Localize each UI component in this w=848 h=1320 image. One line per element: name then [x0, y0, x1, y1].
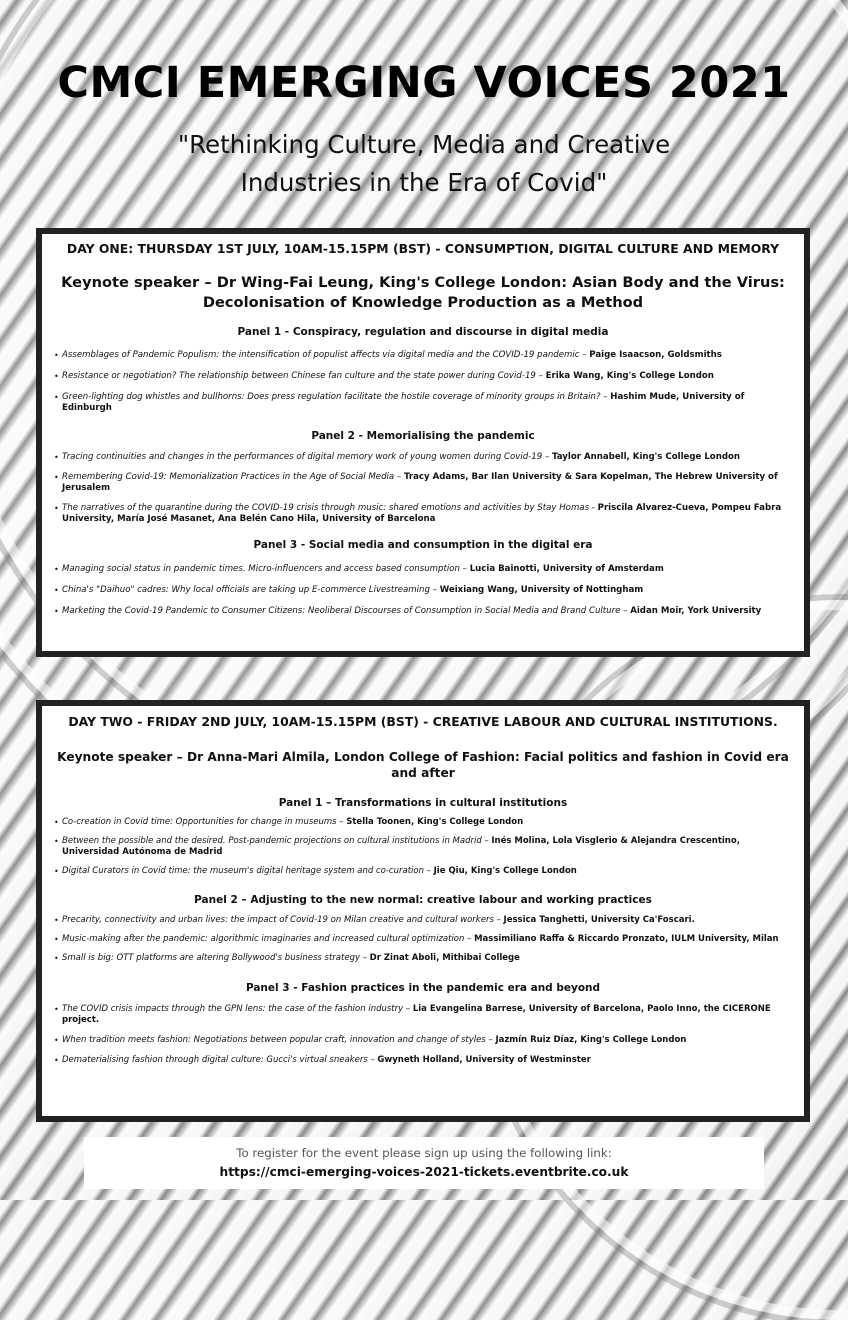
talk-item: [54, 452, 792, 463]
talk-authors: Erika Wang, King's College London: [545, 371, 714, 381]
day-two-heading: DAY TWO - FRIDAY 2ND JULY, 10AM-15.15PM (BST) - CREATIVE LABOUR AND CULTURAL INSTITUTIONS.: [68, 714, 778, 729]
talk-item: [54, 1004, 792, 1026]
talk-authors: Hashim Mude, University of Edinburgh: [62, 392, 745, 413]
talk-title: China's "Daihuo" cadres: Why local officials are taking up E-commerce Livestreaming: [62, 585, 430, 595]
talk-list: [54, 915, 792, 964]
talk-item: [54, 585, 792, 596]
talk-list: [54, 564, 792, 617]
talk-title: Green-lighting dog whistles and bullhorns: Does press regulation facilitate the hostile coverage of minority groups in Britain?: [62, 392, 601, 402]
talk-title: Between the possible and the desired. Post-pandemic projections on cultural institutions in Madrid: [62, 836, 482, 846]
panel-title: Panel 1 – Transformations in cultural institutions: [278, 797, 568, 809]
talk-list: [54, 452, 792, 525]
talk-item: [54, 836, 792, 858]
talk-authors: Lucia Bainotti, University of Amsterdam: [469, 564, 664, 574]
talk-item: [54, 915, 792, 926]
talk-item: [54, 866, 792, 877]
talk-separator: –: [429, 585, 440, 595]
talk-authors: Massimiliano Raffa & Riccardo Pronzato, IULM University, Milan: [474, 934, 779, 944]
talk-separator: –: [535, 371, 546, 381]
talk-authors: Paige Isaacson, Goldsmiths: [589, 350, 722, 360]
talk-item: [54, 350, 792, 361]
talk-separator: –: [481, 836, 492, 846]
talk-authors: Lia Evangelina Barrese, University of Barcelona, Paolo Inno, the CICERONE project.: [62, 1004, 771, 1025]
panel-title: Panel 3 - Fashion practices in the pandemic era and beyond: [245, 982, 601, 994]
panel-title: Panel 3 - Social media and consumption in the digital era: [253, 539, 593, 551]
talk-authors: Jie Qiu, King's College London: [433, 866, 577, 876]
talk-item: [54, 503, 792, 525]
talk-title: The narratives of the quarantine during the COVID-19 crisis through music: shared emotions and activities by Stay Homas: [62, 503, 590, 513]
talk-title: Small is big: OTT platforms are altering Bollywood's business strategy: [62, 953, 361, 963]
talk-authors: Jazmín Ruiz Díaz, King's College London: [495, 1035, 687, 1045]
talk-title: Digital Curators in Covid time: the museum's digital heritage system and co-curation: [62, 866, 424, 876]
talk-authors: Dr Zinat Aboli, Mithibai College: [369, 953, 520, 963]
talk-title: Tracing continuities and changes in the performances of digital memory work of young women during Covid-19: [62, 452, 543, 462]
talk-authors: Stella Toonen, King's College London: [346, 817, 524, 827]
talk-separator: –: [336, 817, 347, 827]
talk-separator: –: [367, 1055, 378, 1065]
registration-text: To register for the event please sign up using the following link:: [236, 1146, 612, 1160]
page-subtitle: [0, 126, 848, 202]
talk-item: [54, 392, 792, 414]
subtitle-line: Industries in the Era of Covid": [240, 168, 608, 197]
keynote-line: Decolonisation of Knowledge Production as a Method: [202, 294, 644, 311]
talk-authors: Jessica Tanghetti, University Ca'Foscari.: [503, 915, 695, 925]
talk-separator: –: [493, 915, 504, 925]
talk-separator: –: [403, 1004, 413, 1014]
day-two-keynote: Keynote speaker – Dr Anna-Mari Almila, London College of Fashion: Facial politics and fashion in Covid era and after: [57, 750, 789, 780]
talk-item: [54, 1035, 792, 1046]
registration-link[interactable]: https://cmci-emerging-voices-2021-tickets.eventbrite.co.uk: [219, 1165, 629, 1179]
talk-item: [54, 564, 792, 575]
talk-item: [54, 606, 792, 617]
talk-authors: Taylor Annabell, King's College London: [552, 452, 740, 462]
talk-item: [54, 1055, 792, 1066]
talk-list: [54, 350, 792, 414]
talk-item: [54, 472, 792, 494]
talk-separator: –: [579, 350, 590, 360]
talk-separator: –: [542, 452, 553, 462]
talk-authors: Tracy Adams, Bar Ilan University & Sara Kopelman, The Hebrew University of Jerusalem: [62, 472, 778, 493]
talk-authors: Weixiang Wang, University of Nottingham: [439, 585, 644, 595]
talk-title: Assemblages of Pandemic Populism: the intensification of populist affects via digital media and the COVID-19 pandemic: [62, 350, 580, 360]
talk-separator: –: [423, 866, 434, 876]
registration-footer: [84, 1137, 764, 1189]
page-title: CMCI EMERGING VOICES 2021: [57, 58, 791, 108]
talk-item: [54, 953, 792, 964]
talk-separator: –: [485, 1035, 496, 1045]
day-one-keynote: [54, 273, 792, 313]
talk-authors: Aidan Moir, York University: [630, 606, 762, 616]
talk-title: Marketing the Covid-19 Pandemic to Consumer Citizens: Neoliberal Discourses of Consumption in Social Media and Brand Culture: [62, 606, 621, 616]
talk-item: [54, 371, 792, 382]
day-one-heading: DAY ONE: THURSDAY 1ST JULY, 10AM-15.15PM (BST) - CONSUMPTION, DIGITAL CULTURE AND MEMORY: [66, 241, 780, 256]
talk-separator: –: [600, 392, 611, 402]
talk-item: [54, 817, 792, 828]
talk-title: Co-creation in Covid time: Opportunities for change in museums: [62, 817, 337, 827]
panel-title: Panel 1 - Conspiracy, regulation and discourse in digital media: [237, 326, 609, 338]
subtitle-line: "Rethinking Culture, Media and Creative: [177, 130, 671, 159]
talk-list: [54, 1004, 792, 1066]
talk-title: Music-making after the pandemic: algorithmic imaginaries and increased cultural optimization: [62, 934, 465, 944]
talk-authors: Gwyneth Holland, University of Westminster: [377, 1055, 591, 1065]
talk-separator: –: [620, 606, 631, 616]
talk-title: Precarity, connectivity and urban lives: the impact of Covid-19 on Milan creative and cultural workers: [62, 915, 494, 925]
talk-title: Resistance or negotiation? The relationship between Chinese fan culture and the state power during Covid-19: [62, 371, 536, 381]
panel-title: Panel 2 – Adjusting to the new normal: creative labour and working practices: [194, 894, 652, 906]
talk-separator: -: [589, 503, 598, 513]
talk-authors: Inés Molina, Lola Visglerio & Alejandra Crescentino, Universidad Autónoma de Madrid: [62, 836, 740, 857]
talk-title: Dematerialising fashion through digital culture: Gucci's virtual sneakers: [62, 1055, 368, 1065]
day-two-box: [36, 700, 810, 1122]
talk-separator: –: [394, 472, 404, 482]
talk-title: The COVID crisis impacts through the GPN lens: the case of the fashion industry: [62, 1004, 404, 1014]
talk-title: When tradition meets fashion: Negotiations between popular craft, innovation and change of styles: [62, 1035, 486, 1045]
talk-item: [54, 934, 792, 945]
talk-separator: –: [459, 564, 470, 574]
talk-authors: Priscila Alvarez-Cueva, Pompeu Fabra University, María José Masanet, Ana Belén Cano Hila, University of Barcelona: [62, 503, 782, 524]
talk-list: [54, 817, 792, 877]
talk-separator: –: [464, 934, 475, 944]
day-one-box: [36, 228, 810, 657]
panel-title: Panel 2 - Memorialising the pandemic: [311, 430, 535, 442]
talk-title: Remembering Covid-19: Memorialization Practices in the Age of Social Media: [62, 472, 395, 482]
talk-title: Managing social status in pandemic times. Micro-influencers and access based consumption: [62, 564, 460, 574]
talk-separator: –: [360, 953, 370, 963]
keynote-line: Keynote speaker – Dr Wing-Fai Leung, King's College London: Asian Body and the Virus:: [61, 274, 785, 291]
